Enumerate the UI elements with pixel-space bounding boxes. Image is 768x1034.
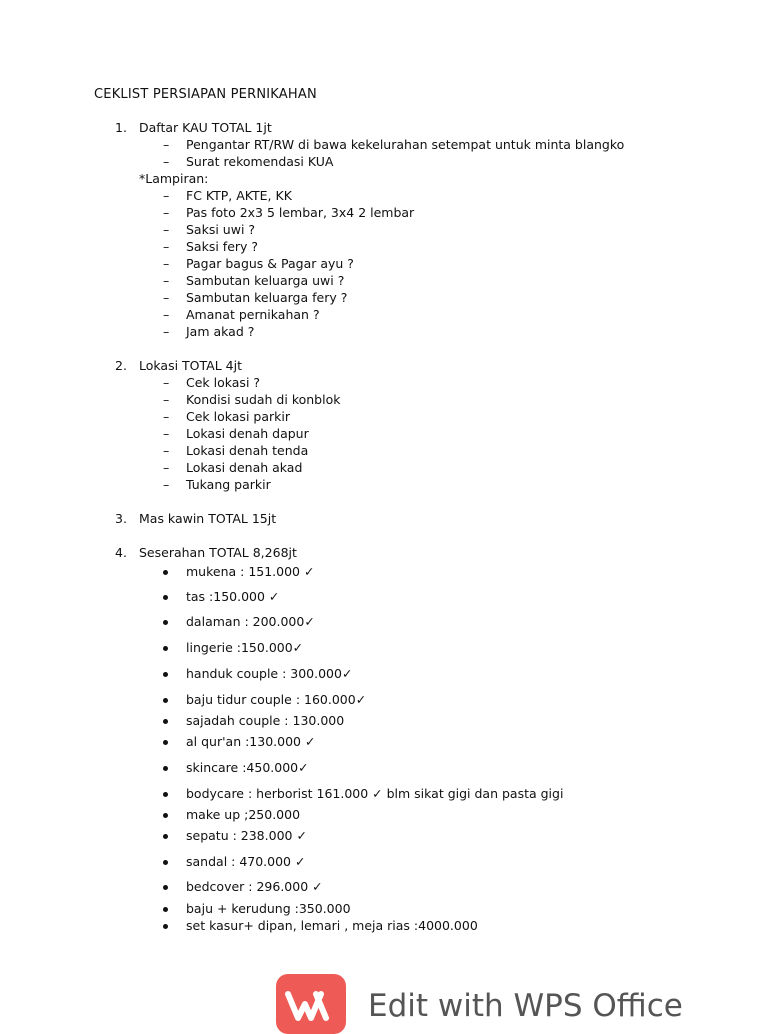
list-item: sajadah couple : 130.000 [186, 713, 345, 728]
bullet-marker [163, 924, 168, 929]
list-item: FC KTP, AKTE, KK [186, 188, 292, 203]
dash-marker: – [163, 477, 170, 492]
list-item: Lokasi denah akad [186, 460, 303, 475]
list-item: Cek lokasi parkir [186, 409, 290, 424]
wps-watermark [276, 974, 716, 1024]
section-heading: Mas kawin TOTAL 15jt [139, 511, 277, 526]
list-item: dalaman : 200.000✓ [186, 614, 315, 629]
dash-marker: – [163, 324, 170, 339]
list-item: lingerie :150.000✓ [186, 640, 304, 655]
list-item: bodycare : herborist 161.000 ✓ blm sikat gigi dan pasta gigi [186, 786, 564, 801]
attachment-label: *Lampiran: [139, 171, 209, 186]
bullet-marker [163, 698, 168, 703]
dash-marker: – [163, 409, 170, 424]
section-number: 4. [115, 545, 127, 560]
dash-marker: – [163, 188, 170, 203]
list-item: baju + kerudung :350.000 [186, 901, 351, 916]
document-title: CEKLIST PERSIAPAN PERNIKAHAN [94, 87, 317, 102]
bullet-marker [163, 834, 168, 839]
dash-marker: – [163, 443, 170, 458]
dash-marker: – [163, 154, 170, 169]
bullet-marker [163, 740, 168, 745]
bullet-marker [163, 792, 168, 797]
list-item: set kasur+ dipan, lemari , meja rias :4000.000 [186, 918, 478, 933]
bullet-marker [163, 860, 168, 865]
bullet-marker [163, 570, 168, 575]
watermark-text: Edit with WPS Office [368, 988, 683, 1024]
list-item: skincare :450.000✓ [186, 760, 309, 775]
dash-marker: – [163, 205, 170, 220]
section-heading: Lokasi TOTAL 4jt [139, 358, 242, 373]
dash-marker: – [163, 256, 170, 271]
list-item: Lokasi denah tenda [186, 443, 309, 458]
list-item: sandal : 470.000 ✓ [186, 854, 306, 869]
dash-marker: – [163, 375, 170, 390]
list-item: Lokasi denah dapur [186, 426, 309, 441]
wps-logo-icon [276, 974, 346, 1034]
bullet-marker [163, 646, 168, 651]
dash-marker: – [163, 222, 170, 237]
list-item: baju tidur couple : 160.000✓ [186, 692, 367, 707]
list-item: mukena : 151.000 ✓ [186, 564, 315, 579]
list-item: sepatu : 238.000 ✓ [186, 828, 307, 843]
list-item: Saksi fery ? [186, 239, 259, 254]
section-number: 3. [115, 511, 127, 526]
section-number: 1. [115, 120, 127, 135]
list-item: handuk couple : 300.000✓ [186, 666, 353, 681]
bullet-marker [163, 595, 168, 600]
dash-marker: – [163, 273, 170, 288]
list-item: Sambutan keluarga fery ? [186, 290, 348, 305]
section-heading: Seserahan TOTAL 8,268jt [139, 545, 297, 560]
list-item: Saksi uwi ? [186, 222, 256, 237]
list-item: Sambutan keluarga uwi ? [186, 273, 345, 288]
bullet-marker [163, 719, 168, 724]
dash-marker: – [163, 460, 170, 475]
bullet-marker [163, 907, 168, 912]
list-item: Pas foto 2x3 5 lembar, 3x4 2 lembar [186, 205, 415, 220]
list-item: Surat rekomendasi KUA [186, 154, 334, 169]
bullet-marker [163, 813, 168, 818]
section-heading: Daftar KAU TOTAL 1jt [139, 120, 272, 135]
dash-marker: – [163, 290, 170, 305]
list-item: tas :150.000 ✓ [186, 589, 280, 604]
bullet-marker [163, 672, 168, 677]
dash-marker: – [163, 392, 170, 407]
dash-marker: – [163, 426, 170, 441]
section-number: 2. [115, 358, 127, 373]
dash-marker: – [163, 307, 170, 322]
list-item: Amanat pernikahan ? [186, 307, 320, 322]
dash-marker: – [163, 239, 170, 254]
bullet-marker [163, 620, 168, 625]
list-item: make up ;250.000 [186, 807, 301, 822]
dash-marker: – [163, 137, 170, 152]
list-item: Kondisi sudah di konblok [186, 392, 341, 407]
list-item: Pagar bagus & Pagar ayu ? [186, 256, 354, 271]
list-item: Cek lokasi ? [186, 375, 261, 390]
list-item: bedcover : 296.000 ✓ [186, 879, 323, 894]
list-item: al qur'an :130.000 ✓ [186, 734, 316, 749]
list-item: Tukang parkir [186, 477, 271, 492]
bullet-marker [163, 766, 168, 771]
bullet-marker [163, 885, 168, 890]
list-item: Jam akad ? [186, 324, 255, 339]
list-item: Pengantar RT/RW di bawa kekelurahan setempat untuk minta blangko [186, 137, 625, 152]
